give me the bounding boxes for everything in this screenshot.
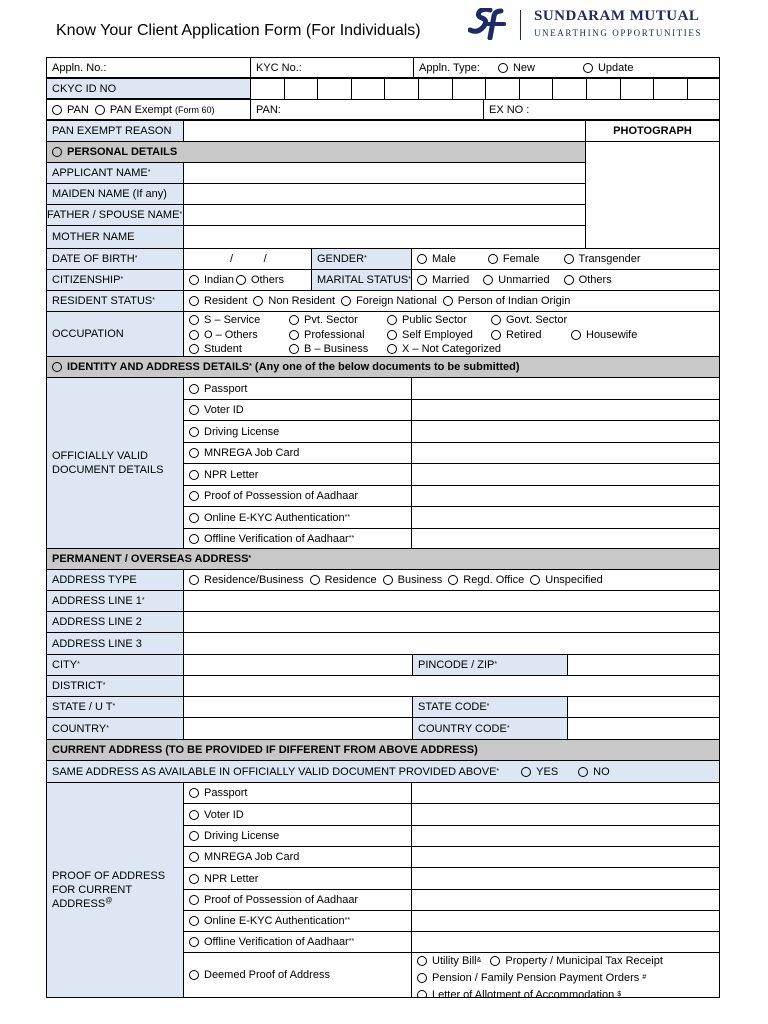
- radio-icon: [189, 315, 199, 325]
- radio-icon: [387, 344, 397, 354]
- pan-exempt-reason-label: PAN EXEMPT REASON: [46, 120, 184, 142]
- applicant-name-label: APPLICANT NAME *: [46, 162, 184, 184]
- country-code-input[interactable]: [567, 717, 720, 740]
- radio-icon: [498, 63, 508, 73]
- radio-icon[interactable]: [52, 147, 62, 157]
- sundaram-logo: [468, 8, 720, 42]
- radio-icon: [189, 831, 199, 841]
- district-label: DISTRICT *: [46, 675, 184, 697]
- brand-name: SUNDARAM MUTUAL: [534, 8, 700, 24]
- ovd-doc-option[interactable]: NPR Letter: [183, 463, 412, 486]
- current-address-section: CURRENT ADDRESS (TO BE PROVIDED IF DIFFERENT FROM ABOVE ADDRESS): [46, 739, 720, 761]
- poa-doc-option[interactable]: Proof of Possession of Aadhaar: [183, 889, 412, 911]
- ckyc-digit-box[interactable]: [284, 78, 318, 100]
- address-type-regd-radio[interactable]: Regd. Office: [448, 574, 524, 586]
- pan-radio[interactable]: PAN: [52, 104, 89, 116]
- resident-nonresident-radio[interactable]: Non Resident: [253, 295, 335, 307]
- resident-status-label: RESIDENT STATUS *: [46, 290, 184, 312]
- poa-doc-option[interactable]: Driving License: [183, 825, 412, 847]
- applicant-name-input[interactable]: [183, 162, 586, 184]
- ckyc-digit-box[interactable]: [687, 78, 720, 100]
- photograph-box[interactable]: [585, 141, 720, 249]
- poa-doc-option[interactable]: Online E-KYC Authentication **: [183, 910, 412, 932]
- pan-exempt-reason-input[interactable]: [183, 120, 586, 142]
- radio-icon: [189, 513, 199, 523]
- resident-foreign-radio[interactable]: Foreign National: [341, 295, 437, 307]
- radio-icon: [189, 491, 199, 501]
- property-tax-radio[interactable]: Property / Municipal Tax Receipt: [490, 954, 663, 969]
- appln-no-field[interactable]: Appln. No.:: [46, 57, 251, 78]
- radio-icon: [417, 973, 427, 983]
- radio-icon: [189, 788, 199, 798]
- ckyc-digit-box[interactable]: [351, 78, 385, 100]
- city-label: CITY *: [46, 654, 184, 676]
- occupation-business-radio[interactable]: B – Business: [289, 342, 381, 357]
- address-line3-input[interactable]: [183, 632, 720, 655]
- radio-icon: [491, 330, 501, 340]
- mother-name-input[interactable]: [183, 225, 586, 249]
- country-code-label: COUNTRY CODE *: [412, 717, 568, 740]
- poa-doc-option[interactable]: Voter ID: [183, 803, 412, 826]
- radio-icon: [52, 105, 62, 115]
- marital-status-label: MARITAL STATUS *: [311, 269, 412, 291]
- form-title: Know Your Client Application Form (For Individuals): [56, 22, 421, 39]
- state-input[interactable]: [183, 696, 413, 718]
- permanent-address-section: PERMANENT / OVERSEAS ADDRESS *: [46, 548, 720, 570]
- poa-doc-number-input[interactable]: [411, 825, 720, 847]
- radio-icon: [189, 427, 199, 437]
- address-line1-label: ADDRESS LINE 1 *: [46, 590, 184, 612]
- deemed-proof-options: [411, 952, 720, 998]
- radio-icon: [189, 470, 199, 480]
- resident-pio-radio[interactable]: Person of Indian Origin: [443, 295, 571, 307]
- radio-icon: [189, 405, 199, 415]
- brand-tagline: UNEARTHING OPPORTUNITIES: [534, 28, 703, 38]
- ovd-doc-option[interactable]: Offline Verification of Aadhaar **: [183, 528, 412, 550]
- radio-icon: [583, 63, 593, 73]
- ovd-doc-number-input[interactable]: [411, 420, 720, 443]
- radio-icon: [341, 296, 351, 306]
- ovd-doc-number-input[interactable]: [411, 485, 720, 507]
- poa-doc-option[interactable]: Passport: [183, 782, 412, 804]
- citizenship-options: [183, 269, 312, 291]
- gender-options: [411, 248, 720, 270]
- ckyc-digit-box[interactable]: [620, 78, 654, 100]
- radio-icon: [483, 275, 493, 285]
- ovd-doc-option[interactable]: Voter ID: [183, 399, 412, 421]
- poa-doc-number-input[interactable]: [411, 803, 720, 826]
- radio-icon: [521, 767, 531, 777]
- ckyc-digit-box[interactable]: [586, 78, 621, 100]
- radio-icon: [387, 330, 397, 340]
- district-input[interactable]: [183, 675, 720, 697]
- occupation-others-radio[interactable]: O – Others: [189, 328, 283, 343]
- radio-icon: [189, 296, 199, 306]
- address-type-options: [183, 569, 720, 591]
- radio-icon: [189, 330, 199, 340]
- occupation-housewife-radio[interactable]: Housewife: [571, 328, 655, 343]
- citizenship-label: CITIZENSHIP *: [46, 269, 184, 291]
- dob-input[interactable]: / /: [183, 248, 312, 270]
- radio-icon: [236, 275, 246, 285]
- radio-icon: [564, 275, 574, 285]
- appln-type-update-radio[interactable]: Update: [583, 62, 633, 74]
- personal-details-section: PERSONAL DETAILS: [46, 141, 586, 163]
- radio-icon: [189, 810, 199, 820]
- radio-icon: [189, 384, 199, 394]
- maiden-name-input[interactable]: [183, 183, 586, 205]
- appln-type-field: Appln. Type: New Update: [413, 57, 720, 78]
- address-type-business-radio[interactable]: Business: [383, 574, 443, 586]
- allotment-letter-radio[interactable]: Letter of Allotment of Accommodation $: [417, 988, 621, 999]
- radio-icon: [289, 344, 299, 354]
- occupation-public-radio[interactable]: Public Sector: [387, 313, 485, 328]
- radio-icon: [189, 916, 199, 926]
- gender-transgender-radio[interactable]: Transgender: [564, 253, 641, 265]
- radio-icon: [448, 575, 458, 585]
- radio-icon: [491, 315, 501, 325]
- address-type-resbus-radio[interactable]: Residence/Business: [189, 574, 304, 586]
- radio-icon: [383, 575, 393, 585]
- ovd-doc-option[interactable]: Driving License: [183, 420, 412, 443]
- same-address-no-radio[interactable]: NO: [578, 766, 610, 778]
- radio-icon: [417, 254, 427, 264]
- same-address-yes-radio[interactable]: YES: [521, 766, 558, 778]
- citizenship-others-radio[interactable]: Others: [236, 274, 284, 286]
- occupation-options: [183, 311, 720, 357]
- ckyc-digit-box[interactable]: [519, 78, 553, 100]
- occupation-pvt-radio[interactable]: Pvt. Sector: [289, 313, 381, 328]
- occupation-retired-radio[interactable]: Retired: [491, 328, 565, 343]
- occupation-govt-radio[interactable]: Govt. Sector: [491, 313, 565, 328]
- radio-icon: [310, 575, 320, 585]
- pan-field[interactable]: PAN:: [250, 99, 484, 120]
- marital-options: [411, 269, 720, 291]
- occupation-student-radio[interactable]: Student: [189, 342, 283, 357]
- utility-bill-radio[interactable]: Utility Bill &: [417, 954, 481, 969]
- radio-icon: [189, 575, 199, 585]
- logo-divider: [520, 10, 521, 40]
- poa-doc-number-input[interactable]: [411, 931, 720, 953]
- address-type-unspecified-radio[interactable]: Unspecified: [530, 574, 602, 586]
- address-line3-label: ADDRESS LINE 3: [46, 632, 184, 655]
- radio-icon: [289, 330, 299, 340]
- maiden-name-label: MAIDEN NAME (If any): [46, 183, 184, 205]
- resident-options: [183, 290, 720, 312]
- radio-icon: [571, 330, 581, 340]
- radio-icon: [253, 296, 263, 306]
- ex-no-field[interactable]: EX NO :: [483, 99, 720, 120]
- radio-icon: [189, 275, 199, 285]
- pincode-label: PINCODE / ZIP *: [412, 654, 568, 676]
- poa-doc-option[interactable]: MNREGA Job Card: [183, 846, 412, 868]
- state-label: STATE / U T *: [46, 696, 184, 718]
- radio-icon: [443, 296, 453, 306]
- radio-icon[interactable]: [52, 362, 62, 372]
- ovd-doc-option[interactable]: Online E-KYC Authentication **: [183, 506, 412, 529]
- occupation-notcategorized-radio[interactable]: X – Not Categorized: [387, 342, 485, 357]
- radio-icon: [488, 254, 498, 264]
- radio-icon: [417, 956, 427, 966]
- radio-icon: [490, 956, 500, 966]
- marital-others-radio[interactable]: Others: [564, 274, 612, 286]
- sf-logo-icon: [468, 8, 506, 40]
- radio-icon: [189, 852, 199, 862]
- poa-doc-number-input[interactable]: [411, 889, 720, 911]
- ovd-doc-number-input[interactable]: [411, 442, 720, 464]
- gender-male-radio[interactable]: Male: [417, 253, 456, 265]
- radio-icon: [530, 575, 540, 585]
- father-spouse-input[interactable]: [183, 204, 586, 226]
- dob-label: DATE OF BIRTH *: [46, 248, 184, 270]
- state-code-label: STATE CODE *: [412, 696, 568, 718]
- radio-icon: [189, 874, 199, 884]
- ckyc-digit-box[interactable]: [552, 78, 587, 100]
- radio-icon: [578, 767, 588, 777]
- gender-female-radio[interactable]: Female: [488, 253, 540, 265]
- pan-exempt-radio[interactable]: PAN Exempt (Form 60): [95, 104, 215, 116]
- ovd-doc-option[interactable]: MNREGA Job Card: [183, 442, 412, 464]
- same-address-row: SAME ADDRESS AS AVAILABLE IN OFFICIALLY VALID DOCUMENT PROVIDED ABOVE * YES NO: [46, 760, 720, 783]
- poa-doc-number-input[interactable]: [411, 867, 720, 890]
- radio-icon: [564, 254, 574, 264]
- poa-doc-option[interactable]: Offline Verification of Aadhaar **: [183, 931, 412, 953]
- poa-doc-number-input[interactable]: [411, 782, 720, 804]
- ovd-doc-number-input[interactable]: [411, 463, 720, 486]
- address-line2-label: ADDRESS LINE 2: [46, 611, 184, 633]
- radio-icon: [417, 990, 427, 998]
- radio-icon: [95, 105, 105, 115]
- ovd-doc-number-input[interactable]: [411, 506, 720, 529]
- citizenship-indian-radio[interactable]: Indian: [189, 274, 234, 286]
- occupation-grid: [189, 313, 661, 357]
- ckyc-digit-box[interactable]: [653, 78, 688, 100]
- address-line2-input[interactable]: [183, 611, 720, 633]
- radio-icon: [189, 937, 199, 947]
- deemed-proof-option[interactable]: Deemed Proof of Address: [183, 952, 412, 998]
- occupation-label: OCCUPATION: [46, 311, 184, 357]
- radio-icon: [189, 970, 199, 980]
- marital-married-radio[interactable]: Married: [417, 274, 469, 286]
- radio-icon: [189, 344, 199, 354]
- poa-doc-number-input[interactable]: [411, 910, 720, 932]
- ovd-label: OFFICIALLY VALID DOCUMENT DETAILS: [46, 377, 184, 549]
- resident-resident-radio[interactable]: Resident: [189, 295, 247, 307]
- occupation-selfemployed-radio[interactable]: Self Employed: [387, 328, 485, 343]
- pan-choice: [46, 99, 251, 120]
- state-code-input[interactable]: [567, 696, 720, 718]
- marital-unmarried-radio[interactable]: Unmarried: [483, 274, 549, 286]
- ckyc-digit-box[interactable]: [485, 78, 520, 100]
- gender-label: GENDER *: [311, 248, 412, 270]
- pension-order-radio[interactable]: Pension / Family Pension Payment Orders #: [417, 971, 646, 986]
- ckyc-digit-box[interactable]: [452, 78, 486, 100]
- ckyc-digit-box[interactable]: [384, 78, 419, 100]
- radio-icon: [189, 534, 199, 544]
- proof-of-address-label: PROOF OF ADDRESS FOR CURRENT ADDRESS@: [46, 782, 184, 998]
- ovd-doc-number-input[interactable]: [411, 399, 720, 421]
- country-input[interactable]: [183, 717, 413, 740]
- pincode-input[interactable]: [567, 654, 720, 676]
- address-line1-input[interactable]: [183, 590, 720, 612]
- father-spouse-label: FATHER / SPOUSE NAME *: [46, 204, 184, 226]
- ovd-doc-option[interactable]: Passport: [183, 377, 412, 400]
- kyc-no-field[interactable]: KYC No.:: [250, 57, 414, 78]
- ovd-doc-option[interactable]: Proof of Possession of Aadhaar: [183, 485, 412, 507]
- ovd-doc-number-input[interactable]: [411, 377, 720, 400]
- ckyc-digit-box[interactable]: [418, 78, 453, 100]
- radio-icon: [417, 275, 427, 285]
- city-input[interactable]: [183, 654, 413, 676]
- radio-icon: [189, 895, 199, 905]
- poa-doc-number-input[interactable]: [411, 846, 720, 868]
- radio-icon: [189, 448, 199, 458]
- address-type-residence-radio[interactable]: Residence: [310, 574, 377, 586]
- address-type-label: ADDRESS TYPE: [46, 569, 184, 591]
- ckyc-digit-box[interactable]: [250, 78, 285, 100]
- poa-doc-option[interactable]: NPR Letter: [183, 867, 412, 890]
- country-label: COUNTRY *: [46, 717, 184, 740]
- ckyc-digit-box[interactable]: [317, 78, 352, 100]
- photograph-label: PHOTOGRAPH: [585, 120, 720, 142]
- appln-type-new-radio[interactable]: New: [498, 62, 535, 74]
- occupation-service-radio[interactable]: S – Service: [189, 313, 283, 328]
- identity-section: IDENTITY AND ADDRESS DETAILS * (Any one of the below documents to be submitted): [46, 356, 720, 378]
- radio-icon: [387, 315, 397, 325]
- radio-icon: [289, 315, 299, 325]
- occupation-professional-radio[interactable]: Professional: [289, 328, 381, 343]
- mother-name-label: MOTHER NAME: [46, 225, 184, 249]
- ckyc-label: CKYC ID NO: [46, 78, 251, 99]
- ovd-doc-number-input[interactable]: [411, 528, 720, 550]
